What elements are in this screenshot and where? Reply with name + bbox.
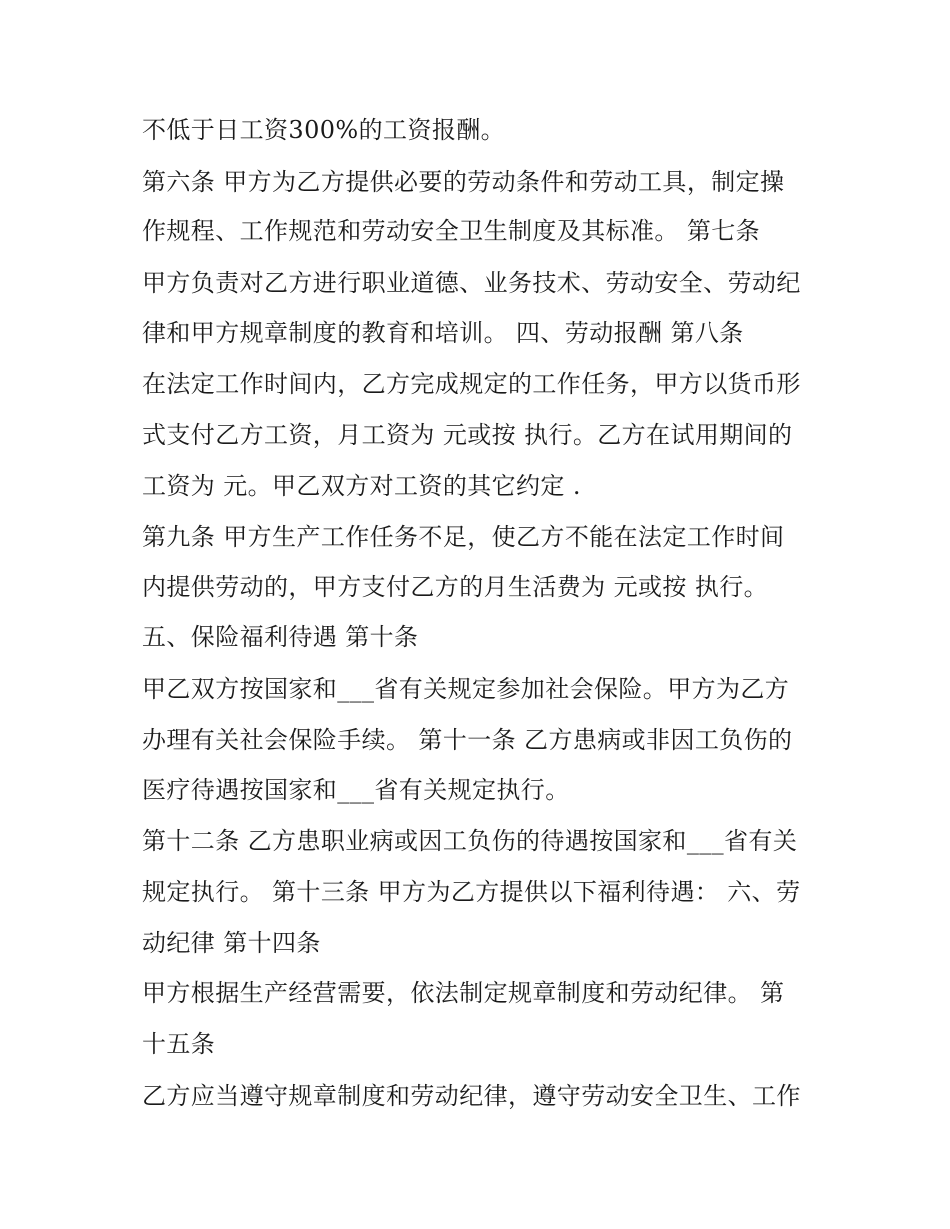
text-line: 内提供劳动的，甲方支付乙方的月生活费为 元或按 执行。 [142, 573, 769, 601]
text-line: 律和甲方规章制度的教育和培训。 四、劳动报酬 第八条 [142, 319, 744, 347]
text-line: 甲方根据生产经营需要，依法制定规章制度和劳动纪律。 第 [142, 979, 785, 1007]
text-line: 动纪律 第十四条 [142, 929, 321, 957]
text-line: 甲乙双方按国家和___省有关规定参加社会保险。甲方为乙方 [142, 675, 790, 703]
text-line: 十五条 [142, 1030, 216, 1058]
text-line: 规定执行。 第十三条 甲方为乙方提供以下福利待遇： 六、劳 [142, 878, 801, 906]
text-line: 办理有关社会保险手续。 第十一条 乙方患病或非因工负伤的 [142, 726, 793, 754]
text-line: 第九条 甲方生产工作任务不足，使乙方不能在法定工作时间 [142, 523, 785, 551]
text-line: 在法定工作时间内，乙方完成规定的工作任务，甲方以货币形 [142, 370, 801, 398]
text-line: 不低于日工资300%的工资报酬。 [142, 116, 506, 144]
text-line: 作规程、工作规范和劳动安全卫生制度及其标准。 第七条 [142, 217, 761, 245]
text-line: 五、保险福利待遇 第十条 [142, 623, 419, 651]
text-line: 乙方应当遵守规章制度和劳动纪律，遵守劳动安全卫生、工作 [142, 1082, 801, 1110]
text-line: 第六条 甲方为乙方提供必要的劳动条件和劳动工具，制定操 [142, 168, 785, 196]
text-line: 医疗待遇按国家和___省有关规定执行。 [142, 776, 570, 804]
text-line: 甲方负责对乙方进行职业道德、业务技术、劳动安全、劳动纪 [142, 269, 801, 297]
text-line: 工资为 元。甲乙双方对工资的其它约定 . [142, 472, 581, 500]
text-line: 式支付乙方工资，月工资为 元或按 执行。乙方在试用期间的 [142, 421, 793, 449]
text-line: 第十二条 乙方患职业病或因工负伤的待遇按国家和___省有关 [142, 827, 798, 855]
